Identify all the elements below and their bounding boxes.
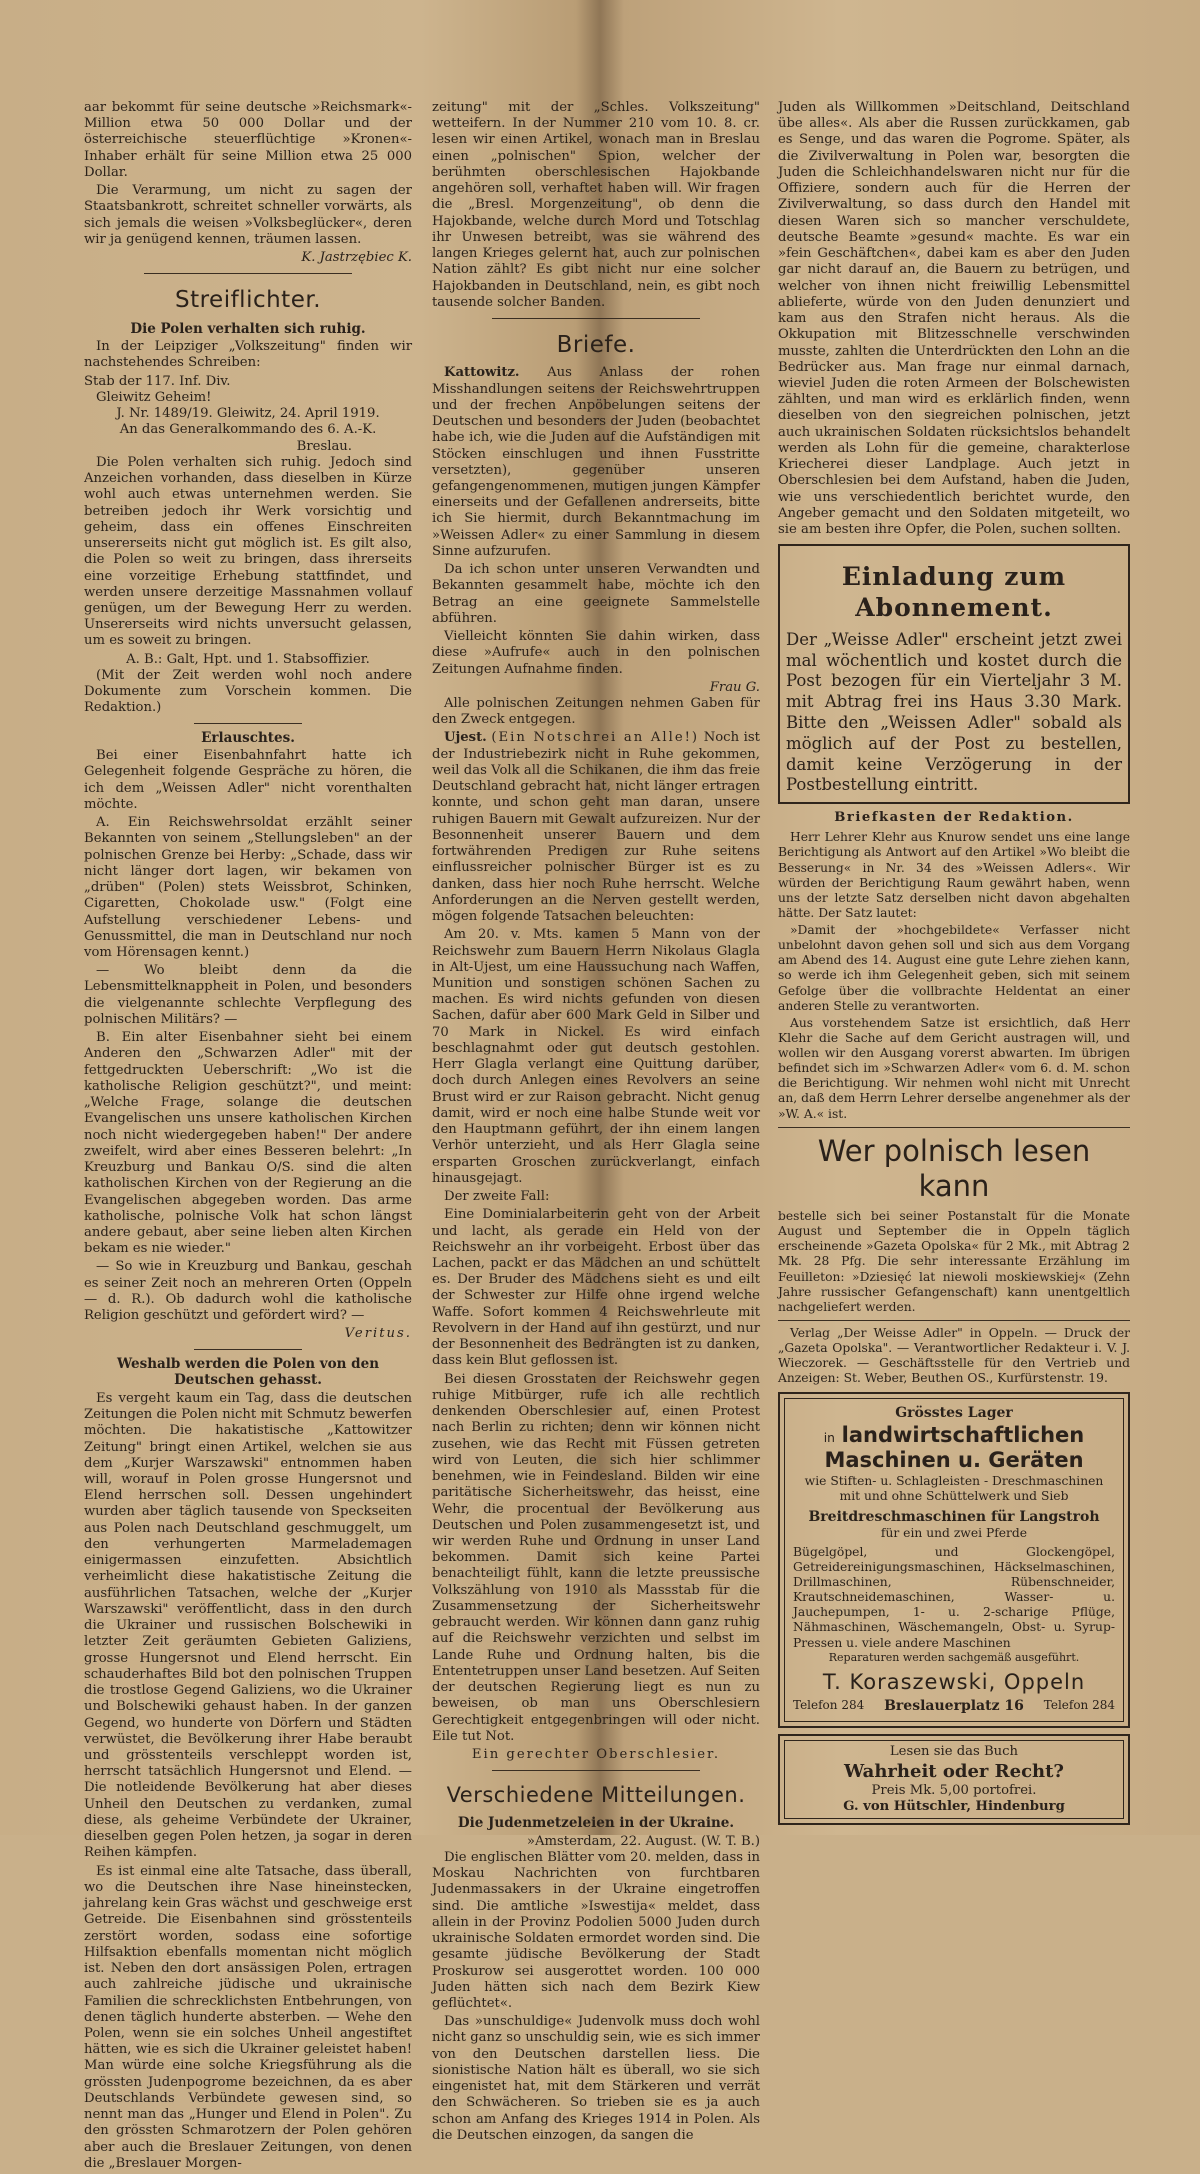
letterbox-paragraph: Aus vorstehendem Satze ist ersichtlich, daß Herr Klehr die Sache auf dem Gericht austragen will, und wollen wir den Ausgang vorerst abwarten. Im übrigen befindet sich im »Schwarzen Adler« vom 6. d. M. schon die Berichtigung. Wir nehmen wohl nicht mit Unrecht an, daß dem Herrn Lehrer derselbe angenehmer als der »W. A.« ist. (778, 1015, 1130, 1121)
intro-signature: K. Jastrzębiec K. (301, 250, 412, 266)
juden-heading: Die Judenmetzeleien in der Ukraine. (457, 1815, 735, 1832)
polen-signature: A. B.: Galt, Hpt. und 1. Stabsoffizier. (126, 651, 370, 667)
column-1 (84, 100, 412, 2174)
juden-body: Die englischen Blätter vom 20. melden, dass in Moskau Nachrichten von furchtbaren Judenmassakers in der Ukraine eingetroffen sind. Die amtliche »Iswestija« meldet, dass allein in der Provinz Podolien 5000 Juden durch ukrainische Soldaten ermordet worden sind. Die gesamte jüdische Bevölkerung der Stadt Proskurow sei ausgerottet worden. 100 000 Juden hätten sich nach dem Bezirk Kiew geflüchtet«. (432, 1849, 760, 2012)
intro-paragraph-2: Die Verarmung, um nicht zu sagen der Staatsbankrott, schreitet schneller vorwärts, als sich jemals die weisen »Volksbeglücker«, deren wir ja genügend kennen, träumen lassen. (84, 183, 412, 247)
kattowitz-paragraph: Da ich schon unter unseren Verwandten und Bekannten gesammelt habe, möchte ich den Betrag an eine geeignete Sammelstelle abführen. (432, 562, 760, 626)
ujest-paragraph: Der zweite Fall: (444, 1189, 550, 1205)
ad-line-4: wie Stiften- u. Schlagleisten - Dreschmaschinen mit und ohne Schüttelwerk und Sieb (804, 1474, 1104, 1504)
ad-address: Breslauerplatz 16 (884, 1698, 1024, 1715)
weshalb-paragraph: Es vergeht kaum ein Tag, dass die deutschen Zeitungen die Polen nicht mit Schmutz bewerfen möchten. Die hakatistische „Kattowitzer Zeitung" bringt einen Artikel, welchen sie aus dem „Kurjer Warszawski" entnommen haben will, worauf in Polen grosse Hungersnot und Elend herrschen soll. Dessen ungehindert wurden aber täglich tausende von Speckseiten aus Polen nach Deutschland geschmuggelt, um den verhungerten Marmelademagen einigermassen einzufetten. Absichtlich verheimlicht diese hakatistische Zeitung die ausführlichen Tatsachen, welche der „Kurjer Warszawski" veröffentlicht, dass in den durch die Ukrainer und russischen Bolschewiki in letzter Zeit geräumten Gebieten Galiziens, grosse Hungersnot und Elend herrscht. Ein schauderhaftes Bild bot den polnischen Truppen die trostlose Gegend Galiziens, wo die Ukrainer und Bolschewiki gehaust haben. In der ganzen Gegend, wo hunderte von Dörfern und Städten verwüstet, die Bevölkerung ihrer Habe beraubt und grösstenteils verschleppt worden ist, herrscht tatsächlich Hungersnot und Elend. — Die notleidende Bevölkerung hat aber dieses Unheil den Deutschen zu verdanken, zumal diese, als geheime Verbündete der Ukrainer, dieselben gegen Polen hetzen, ja sogar in deren Reihen kämpfen. (84, 1390, 412, 1861)
kattowitz-paragraph: Vielleicht könnten Sie dahin wirken, dass diese »Aufrufe« auch in den polnischen Zeitungen Aufnahme finden. (432, 629, 760, 677)
verschiedene-title: Verschiedene Mitteilungen. (446, 1783, 746, 1808)
briefe-title: Briefe. (556, 332, 636, 359)
juden-end: Das »unschuldige« Judenvolk muss doch wohl nicht ganz so unschuldig sein, wie es sich immer von den Deutschen darstellen liess. Die sionistische Nation hält es überall, wo sie sich eingenistet hat, mit dem Stärkeren und verrät den Schwächeren. So trieben sie es ja auch schon am Anfang des Krieges 1914 in Polen. Als die Deutschen einzogen, da sangen die (432, 2014, 760, 2143)
divider (778, 1127, 1130, 1128)
divider (144, 273, 352, 274)
polen-heading: Die Polen verhalten sich ruhig. (130, 320, 366, 337)
divider (778, 1320, 1130, 1321)
continued-paragraph: zeitung" mit der „Schles. Volkszeitung" wetteifern. In der Nummer 210 vom 10. 8. cr. lesen wir einen Artikel, wonach man in Breslau einen „polnischen" Spion, welcher der berühmten oberschlesischen Hajokbande angehören soll, verhaftet haben will. Wir fragen die „Bresl. Morgenzeitung", ob denn die Hajokbande, welche durch Mord und Totschlag ihr Unwesen betreibt, was sie während des langen Krieges gelernt hat, auch zur polnischen Nation zählt? Es gibt nicht nur eine solcher Hajokbanden in Deutschland, nein, es gibt noch tausende solcher Banden. (432, 100, 760, 310)
erlauschtes-paragraph: A. Ein Reichswehrsoldat erzählt seiner Bekannten von seinem „Stellungsleben" an der polnischen Grenze bei Herby: „Schade, dass wir nicht länger dort lagen, wir bekamen von „drüben" (Polen) stets Weissbrot, Schinken, Cigaretten, Chokolade usw." (Folgt eine Aufstellung verschiedener Lebens- und Genussmittel, die man in Deutschland nur noch vom Hörensagen kennt.) (84, 815, 412, 961)
ujest-signature: Ein gerechter Oberschlesier. (471, 1747, 721, 1763)
polen-ref-line: J. Nr. 1489/19. Gleiwitz, 24. April 1919. (116, 406, 380, 422)
ad-line-5: Breitdreschmaschinen für Langstroh (808, 1508, 1100, 1525)
ad-line-1: Grösstes Lager (895, 1405, 1013, 1422)
polen-secret-line: Gleiwitz Geheim! (96, 389, 212, 405)
ad-phone-right: Telefon 284 (1043, 1698, 1115, 1713)
polen-addressee-line: An das Generalkommando des 6. A.-K. (119, 422, 377, 438)
polish-readers-title: Wer polnisch lesen kann (817, 1133, 1091, 1204)
erlauschtes-paragraph: Bei einer Eisenbahnfahrt hatte ich Gelegenheit folgende Gespräche zu hören, die ich dem „Weissen Adler" nicht vorenthalten möchte. (84, 748, 412, 812)
polen-city-line: Breslau. (296, 438, 352, 454)
subscription-title: Einladung zum Abonnement. (841, 562, 1067, 623)
ad-line-6: für ein und zwei Pferde (880, 1525, 1028, 1540)
polen-staff-line: Stab der 117. Inf. Div. (84, 373, 231, 389)
kattowitz-body: Aus Anlass der rohen Misshandlungen seitens der Reichswehrtruppen und der frechen Anpöbelungen seitens der Deutschen und besonders der Juden (beobachtet habe ich, wie die Juden auf die Aufständigen mit Stöcken einschlugen und ihnen Fusstritte versetzten), gegenüber unseren gefangengenommenen, mutigen jungen Kämpfer einerseits und der Gefallenen andrerseits, bitte ich Sie hiermit, durch Bekanntmachung im »Weissen Adler« zu einer Sammlung in diesem Sinne aufzurufen. (432, 365, 760, 559)
polen-intro: In der Leipziger „Volkszeitung" finden wir nachstehendes Schreiben: (84, 339, 412, 371)
ad-company-name: T. Koraszewski, Oppeln (822, 1670, 1086, 1695)
ad-line-2-prefix: in (823, 1430, 835, 1445)
polen-note: (Mit der Zeit werden wohl noch andere Dokumente zum Vorschein kommen. Die Redaktion.) (84, 667, 412, 716)
machinery-ad (778, 1392, 1130, 1728)
erlauschtes-signature: Veritus. (344, 1326, 412, 1342)
ad-line-2: landwirtschaftlichen (841, 1422, 1085, 1447)
ad-line-8: Reparaturen werden sachgemäß ausgeführt. (828, 1650, 1080, 1664)
erlauschtes-paragraph: — So wie in Kreuzburg und Bankau, geschah es seiner Zeit noch an mehreren Orten (Oppeln — d. R.). Ob dadurch wohl die katholische Religion geschützt und gefördert wird? — (84, 1259, 412, 1324)
book-ad-title: Wahrheit oder Recht? (844, 1760, 1064, 1782)
imprint: Verlag „Der Weisse Adler" in Oppeln. — Druck der „Gazeta Opolska". — Verantwortlicher Redakteur i. V. J. Wieczorek. — Geschäftsstelle für den Vertrieb und Anzeigen: St. Weber, Beuthen OS., Kurfürstenstr. 19. (778, 1325, 1130, 1386)
erlauschtes-paragraph: — Wo bleibt denn da die Lebensmittelknappheit in Polen, und besonders die vielgenannte schlechte Verpflegung des polnischen Militärs? — (84, 963, 412, 1027)
streiflichter-title: Streiflichter. (174, 287, 322, 314)
kattowitz-lead: Kattowitz. (444, 365, 520, 381)
ujest-body: Noch ist der Industriebezirk nicht in Ruhe gekommen, weil das Volk all die Schikanen, die ihm das freie Deutschland gebracht hat, nicht länger ertragen konnte, und schon geht man daran, unsere ruhigen Bauern mit Gewalt aufzureizen. Nur der Besonnenheit unserer Bauern und dem fortwährenden Predigen zur Ruhe seitens einflussreicher polnischer Bürger ist es zu danken, dass hier noch Ruhe herrscht. Welche Anforderungen an die Nerven gestellt werden, mögen folgende Tatsachen beleuchten: (432, 730, 760, 925)
erlauschtes-heading: Erlauschtes. (201, 729, 295, 746)
kattowitz-end: Alle polnischen Zeitungen nehmen Gaben für den Zweck entgegen. (432, 696, 760, 728)
book-ad (778, 1734, 1130, 1825)
ad-line-7: Bügelgöpel, und Glockengöpel, Getreidereinigungsmaschinen, Häckselmaschinen, Drillmaschinen, Rübenschneider, Krautschneidemaschinen, Wasser- u. Jauchepumpen, 1- u. 2-scharige Pflüge, Nähmaschinen, Wäschemangeln, Obst- u. Syrup-Pressen u. viele andere Maschinen (793, 1544, 1115, 1650)
divider (194, 723, 302, 724)
letterbox-paragraph: Herr Lehrer Klehr aus Knurow sendet uns eine lange Berichtigung als Antwort auf den Artikel »Wo bleibt die Besserung« in Nr. 34 des »Weissen Adlers«. Wir würden der Berichtigung Raum gewährt haben, wenn uns der letzte Satz derselben nicht davon abgehalten hätte. Der Satz lautet: (778, 830, 1130, 920)
column-2 (432, 100, 760, 2146)
ujest-paragraph: Am 20. v. Mts. kamen 5 Mann von der Reichswehr zum Bauern Herrn Nikolaus Glagla in Alt-Ujest, um eine Haussuchung nach Waffen, Munition und sonstigen schönen Sachen zu machen. Es wird nichts gefunden von diesen Sachen, dafür aber 600 Mark Geld in Silber und 70 Mark in Nickel. Es wird einfach beschlagnahmt oder gut deutsch gestohlen. Herr Glagla verlangt eine Quittung darüber, doch durch Anlegen eines Revolvers an seine Brust wird er zur Raison gebracht. Nicht genug damit, wird er noch eine halbe Stunde weit vor den Hauptmann geführt, der ihn einem langen Verhör unterzieht, und als Herr Glagla seine ersparten Groschen zurückverlangt, einfach hinausgejagt. (432, 927, 760, 1186)
letterbox-title: Briefkasten der Redaktion. (834, 810, 1074, 826)
juden-dateline: »Amsterdam, 22. August. (W. T. B.) (526, 1833, 760, 1849)
ad-phone-left: Telefon 284 (793, 1698, 865, 1713)
ad-line-3: Maschinen u. Geräten (824, 1448, 1084, 1473)
column-3 (778, 100, 1130, 1825)
subscription-text: Der „Weisse Adler" erscheint jetzt zwei mal wöchentlich und kostet durch die Post bezogen für ein Vierteljahr 3 M. mit Abtrag frei ins Haus 3.30 Mark. Bitte den „Weissen Adler" sobald als möglich auf der Post zu bestellen, damit keine Verzögerung in der Postbestellung eintritt. (786, 629, 1122, 795)
continued-paragraph: Juden als Willkommen »Deitschland, Deitschland übe alles«. Als aber die Russen zurückkamen, gab es Senge, und das waren die Pogrome. Später, als die Zivilverwaltung in Polen war, besorgten die Juden die Schleichhandelswaren nicht nur für die Offiziere, sondern auch für die Herren der Zivilverwaltung, so dass durch den Handel mit diesen Waren sich so mancher verschuldete, deutsche Beamte »gesund« machte. Es war ein »fein Geschäftchen«, dabei kam es aber den Juden gar nicht darauf an, die Bauern zu betrügen, und welcher von ihnen nicht freiwillig Lebensmittel ablieferte, würde von den Juden denunziert und kam aus den Strafen nicht heraus. Als die Okkupation mit Blitzesschnelle verschwinden musste, zahlten die Unterdrückten den Lohn an die Bedrücker aus. Man frage nur einmal darnach, wieviel Juden die roten Armeen der Bolschewisten zählten, und man wird es erklärlich finden, wenn dieselben von den siegreichen polnischen, jetzt auch ukrainischen Soldaten rücksichtslos behandelt werden als Lohn für die gemeine, charakterlose Kriecherei dieser Landplage. Auch jetzt in Oberschlesien bei dem Aufstand, haben die Juden, wie uns verschiedentlich berichtet wurde, den Angeber gemacht und den Soldaten mitgeteilt, wo sie am besten ihre Opfer, die Polen, suchen sollten. (778, 100, 1130, 538)
erlauschtes-paragraph: B. Ein alter Eisenbahner sieht bei einem Anderen den „Schwarzen Adler" mit der fettgedruckten Ueberschrift: „Wo ist die katholische Religion geschützt?", und meint: „Welche Frage, solange die deutschen Evangelischen uns unsere katholischen Kirchen noch nicht wiedergegeben haben!" Der andere zweifelt, wird aber eines Besseren belehrt: „In Kreuzburg und Bankau O/S. sind die alten katholischen Kirchen von der Regierung an die Evangelischen abgegeben worden. Das arme katholische, polnische Volk hat schon längst andere gebaut, aber seine lieben alten Kirchen bekam es nie wieder." (84, 1030, 412, 1257)
ad-contact-row (793, 1698, 1115, 1715)
weshalb-heading: Weshalb werden die Polen von den Deutschen gehasst. (116, 1355, 380, 1389)
divider (492, 1770, 700, 1771)
ujest-lead: Ujest. (444, 730, 487, 746)
ujest-paragraph: Bei diesen Grosstaten der Reichswehr gegen ruhige Mitbürger, rufe ich alle rechtlich denkenden Oberschlesier auf, einen Protest nach Berlin zu richten; denn wir können nicht zusehen, wie das Recht mit Füssen getreten wird von Leuten, die sich hier schlimmer benehmen, wie in Feindesland. Bilden wir eine paritätische Sicherheitswehr, das heisst, eine Wehr, die procentual der Bevölkerung aus Deutschen und Polen zusammengesetzt ist, und wir werden Ruhe und Ordnung in unser Land bekommen. Damit sich keine Partei benachteiligt fühlt, kann die letzte preussische Volkszählung von 1910 als Massstab für die Zusammensetzung der Sicherheitswehr gebraucht werden. Wir können dann ganz ruhig auf die Reichswehr verzichten und selbst im Lande Ruhe und Ordnung halten, bis die Ententetruppen unser Land besetzen. Auf Seiten der deutschen Regierung liegt es nun zu beweisen, ob man uns Oberschlesiern Gerechtigkeit entgegenbringen will oder nicht. Eile tut Not. (432, 1371, 760, 1744)
subscription-box (778, 544, 1130, 804)
letterbox-paragraph: »Damit der »hochgebildete« Verfasser nicht unbelohnt davon gehen soll und sich aus dem Vorgang am Abend des 14. August eine gute Lehre ziehen kann, so werde ich ihm Gelegenheit geben, sich mit seinem Gefolge über die vollbrachte Heldentat an einer anderen Stelle zu verantworten. (778, 923, 1130, 1013)
book-ad-publisher: G. von Hütschler, Hindenburg (843, 1798, 1065, 1814)
divider (492, 318, 700, 319)
book-ad-price: Preis Mk. 5,00 portofrei. (871, 1782, 1037, 1798)
polen-body: Die Polen verhalten sich ruhig. Jedoch sind Anzeichen vorhanden, dass dieselben in Kürze wohl auch etwas unternehmen werden. Sie betreiben jedoch ihr Werk vorsichtig und geheim, dass ein offenes Einschreiten unsererseits nicht gut möglich ist. Es gilt also, die Polen so weit zu bringen, dass ihrerseits eine vorzeitige Erhebung stattfindet, und werden unsere derzeitige Massnahmen vollauf genügen, um der Bewegung Herr zu werden. Unsererseits wird nichts unversucht gelassen, um es soweit zu bringen. (84, 454, 412, 649)
kattowitz-signature: Frau G. (709, 679, 760, 695)
polish-readers-text: bestelle sich bei seiner Postanstalt für die Monate August und September die in Oppeln täglich erscheinende »Gazeta Opolska« für 2 Mk., mit Abtrag 2 Mk. 28 Pfg. Die sehr interessante Erzählung im Feuilleton: »Dziesięć lat niewoli moskiewskiej« (Zehn Jahre russischer Gefangenschaft) kann unentgeltlich nachgeliefert werden. (778, 1209, 1130, 1314)
intro-paragraph-1: aar bekommt für seine deutsche »Reichsmark«-Million etwa 50 000 Dollar und der österreichische steuerflüchtige »Kronen«-Inhaber erhält für seine Million etwa 25 000 Dollar. (84, 100, 412, 180)
weshalb-paragraph: Es ist einmal eine alte Tatsache, dass überall, wo die Deutschen ihre Nase hineinstecken, jahrelang kein Gras wächst und geschweige erst Getreide. Die Eisenbahnen sind grösstenteils zerstört worden, sodass eine sofortige Hilfsaktion ebenfalls momentan nicht möglich ist. Neben den dort ansässigen Polen, ertragen auch zahlreiche jüdische und ukrainische Familien die schrecklichsten Entbehrungen, von denen täglich hunderte absterben. — Wehe den Polen, wenn sie ein solches Unheil angestiftet hätten, wie es sich die Ukrainer geleistet haben! Man würde eine solche Kriegsführung als die grössten Judenpogrome bezeichnen, da es aber Deutschlands Verbündete gewesen sind, so nennt man das „Hunger und Elend in Polen". Zu den grössten Schmarotzern der Polen gehören aber auch die Breslauer Zeitungen, von denen die „Breslauer Morgen- (84, 1863, 412, 2171)
ujest-subtitle: (Ein Notschrei an Alle!) (491, 730, 700, 746)
divider (194, 1349, 302, 1350)
ujest-paragraph: Eine Dominialarbeiterin geht von der Arbeit und lacht, als gerade ein Held von der Reichswehr an ihr vorbeigeht. Erbost über das Lachen, packt er das Mädchen an und schüttelt es. Der Bruder des Mädchens sieht es und eilt der Schwester zur Hilfe ohne irgend welche Waffe. Sofort kommen 4 Reichswehrleute mit Revolvern in der Hand auf ihn gestürzt, und nur der Besonnenheit des Bedrängten ist zu danken, dass kein Blut geflossen ist. (432, 1207, 760, 1369)
book-ad-line-1: Lesen sie das Buch (889, 1744, 1019, 1760)
